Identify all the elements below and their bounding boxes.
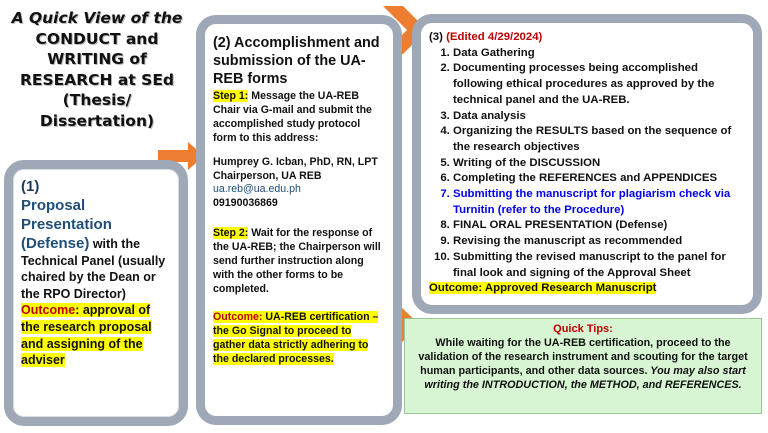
title-line-5: (Thesis/ — [62, 91, 132, 109]
step-3-outcome-text: Outcome: Approved Research Manuscript — [429, 282, 657, 295]
step-1-outcome-label: Outcome — [21, 303, 76, 318]
list-item: 4. Organizing the RESULTS based on the sequence of the research objectives — [453, 124, 745, 155]
step-2-panel — [196, 15, 402, 425]
title-line-6: Dissertation) — [39, 111, 155, 130]
title-line-4: RESEARCH at SEd — [19, 70, 175, 89]
step-2-sub-2-text: Wait for the response of the UA-REB; the Chairperson will send further instruction along with the other forms to be completed. — [213, 227, 381, 295]
title-line-2: CONDUCT and — [35, 29, 159, 48]
edited-date: (Edited 4/29/2024) — [446, 31, 543, 43]
step-1-number: (1) — [21, 178, 40, 195]
quick-tips-italic-text: You may also start writing the INTRODUCTION, the METHOD, and REFERENCES. — [424, 365, 746, 391]
step-1-body — [21, 234, 171, 303]
step-2-outcome-text: UA-REB certification –the Go Signal to proceed to gather data strictly adhering to the declared processes. — [213, 310, 379, 365]
step-3-panel — [412, 14, 762, 314]
step-3-number: (3) — [429, 31, 443, 43]
list-item: 3. Data analysis — [453, 109, 745, 125]
contact-title: Chairperson, UA REB — [213, 169, 322, 182]
step-2-sub-2-label: Step 2: — [213, 227, 249, 240]
step-1-panel — [4, 160, 188, 426]
step-1-heading-c: (Defense) — [21, 234, 90, 252]
list-item: 2. Documenting processes being accomplished following ethical procedures as approved by the technical panel and the UA-REB. — [453, 61, 745, 108]
step-2-sub-1-text: Message the UA-REB Chair via G-mail and submit the accomplished study protocol form to this address: — [213, 90, 372, 144]
quick-tips-panel — [404, 318, 762, 414]
list-item: 5. Writing of the DISCUSSION — [453, 156, 745, 172]
list-item: 8. FINAL ORAL PRESENTATION (Defense) — [453, 218, 745, 234]
title-line-1: A Quick View of the — [11, 9, 183, 27]
step-3-header — [429, 30, 745, 46]
list-item: 1. Data Gathering — [453, 46, 745, 62]
list-item: 10. Submitting the revised manuscript to the panel for final look and signing of the Approval Sheet — [453, 250, 745, 281]
main-title — [2, 8, 192, 131]
step-1-outcome-text: : approval of the research proposal and assigning of the adviser — [21, 303, 152, 368]
step-2-outcome-label: Outcome: — [213, 310, 263, 323]
quick-tips-body — [415, 336, 751, 392]
list-item: 6. Completing the REFERENCES and APPENDICES — [453, 171, 745, 187]
step-2-outcome — [213, 311, 385, 367]
step-2-sub-1 — [213, 90, 385, 146]
step-2-sub-1-label: Step 1: — [213, 90, 249, 102]
quick-tips-text: While waiting for the UA-REB certification, proceed to the validation of the research instrument and scouting for the target human participants, and other data sources. — [418, 337, 748, 377]
step-1-outcome — [21, 302, 171, 368]
step-2-heading: (2) Accomplishment and submission of the UA-REB forms — [213, 35, 380, 87]
step-1-heading-a: Proposal — [21, 196, 86, 214]
list-item-plagiarism: 7. Submitting the manuscript for plagiarism check via Turnitin (refer to the Procedure) — [453, 187, 745, 218]
step-3-list — [429, 46, 745, 282]
contact-email-link[interactable]: ua.reb@ua.edu.ph — [213, 183, 301, 196]
step-1-heading-b: Presentation — [21, 215, 112, 233]
step-1-text: with the Technical Panel (usually chaired by the Dean or the RPO Director) — [21, 236, 166, 301]
title-line-3: WRITING of — [47, 50, 147, 68]
list-item: 9. Revising the manuscript as recommended — [453, 234, 745, 250]
step-3-outcome — [429, 281, 745, 297]
quick-tips-title: Quick Tips: — [553, 323, 613, 335]
contact-phone: 09190036869 — [213, 197, 278, 210]
step-2-sub-2 — [213, 227, 385, 297]
contact-name: Humprey G. Icban, PhD, RN, LPT — [213, 155, 378, 168]
